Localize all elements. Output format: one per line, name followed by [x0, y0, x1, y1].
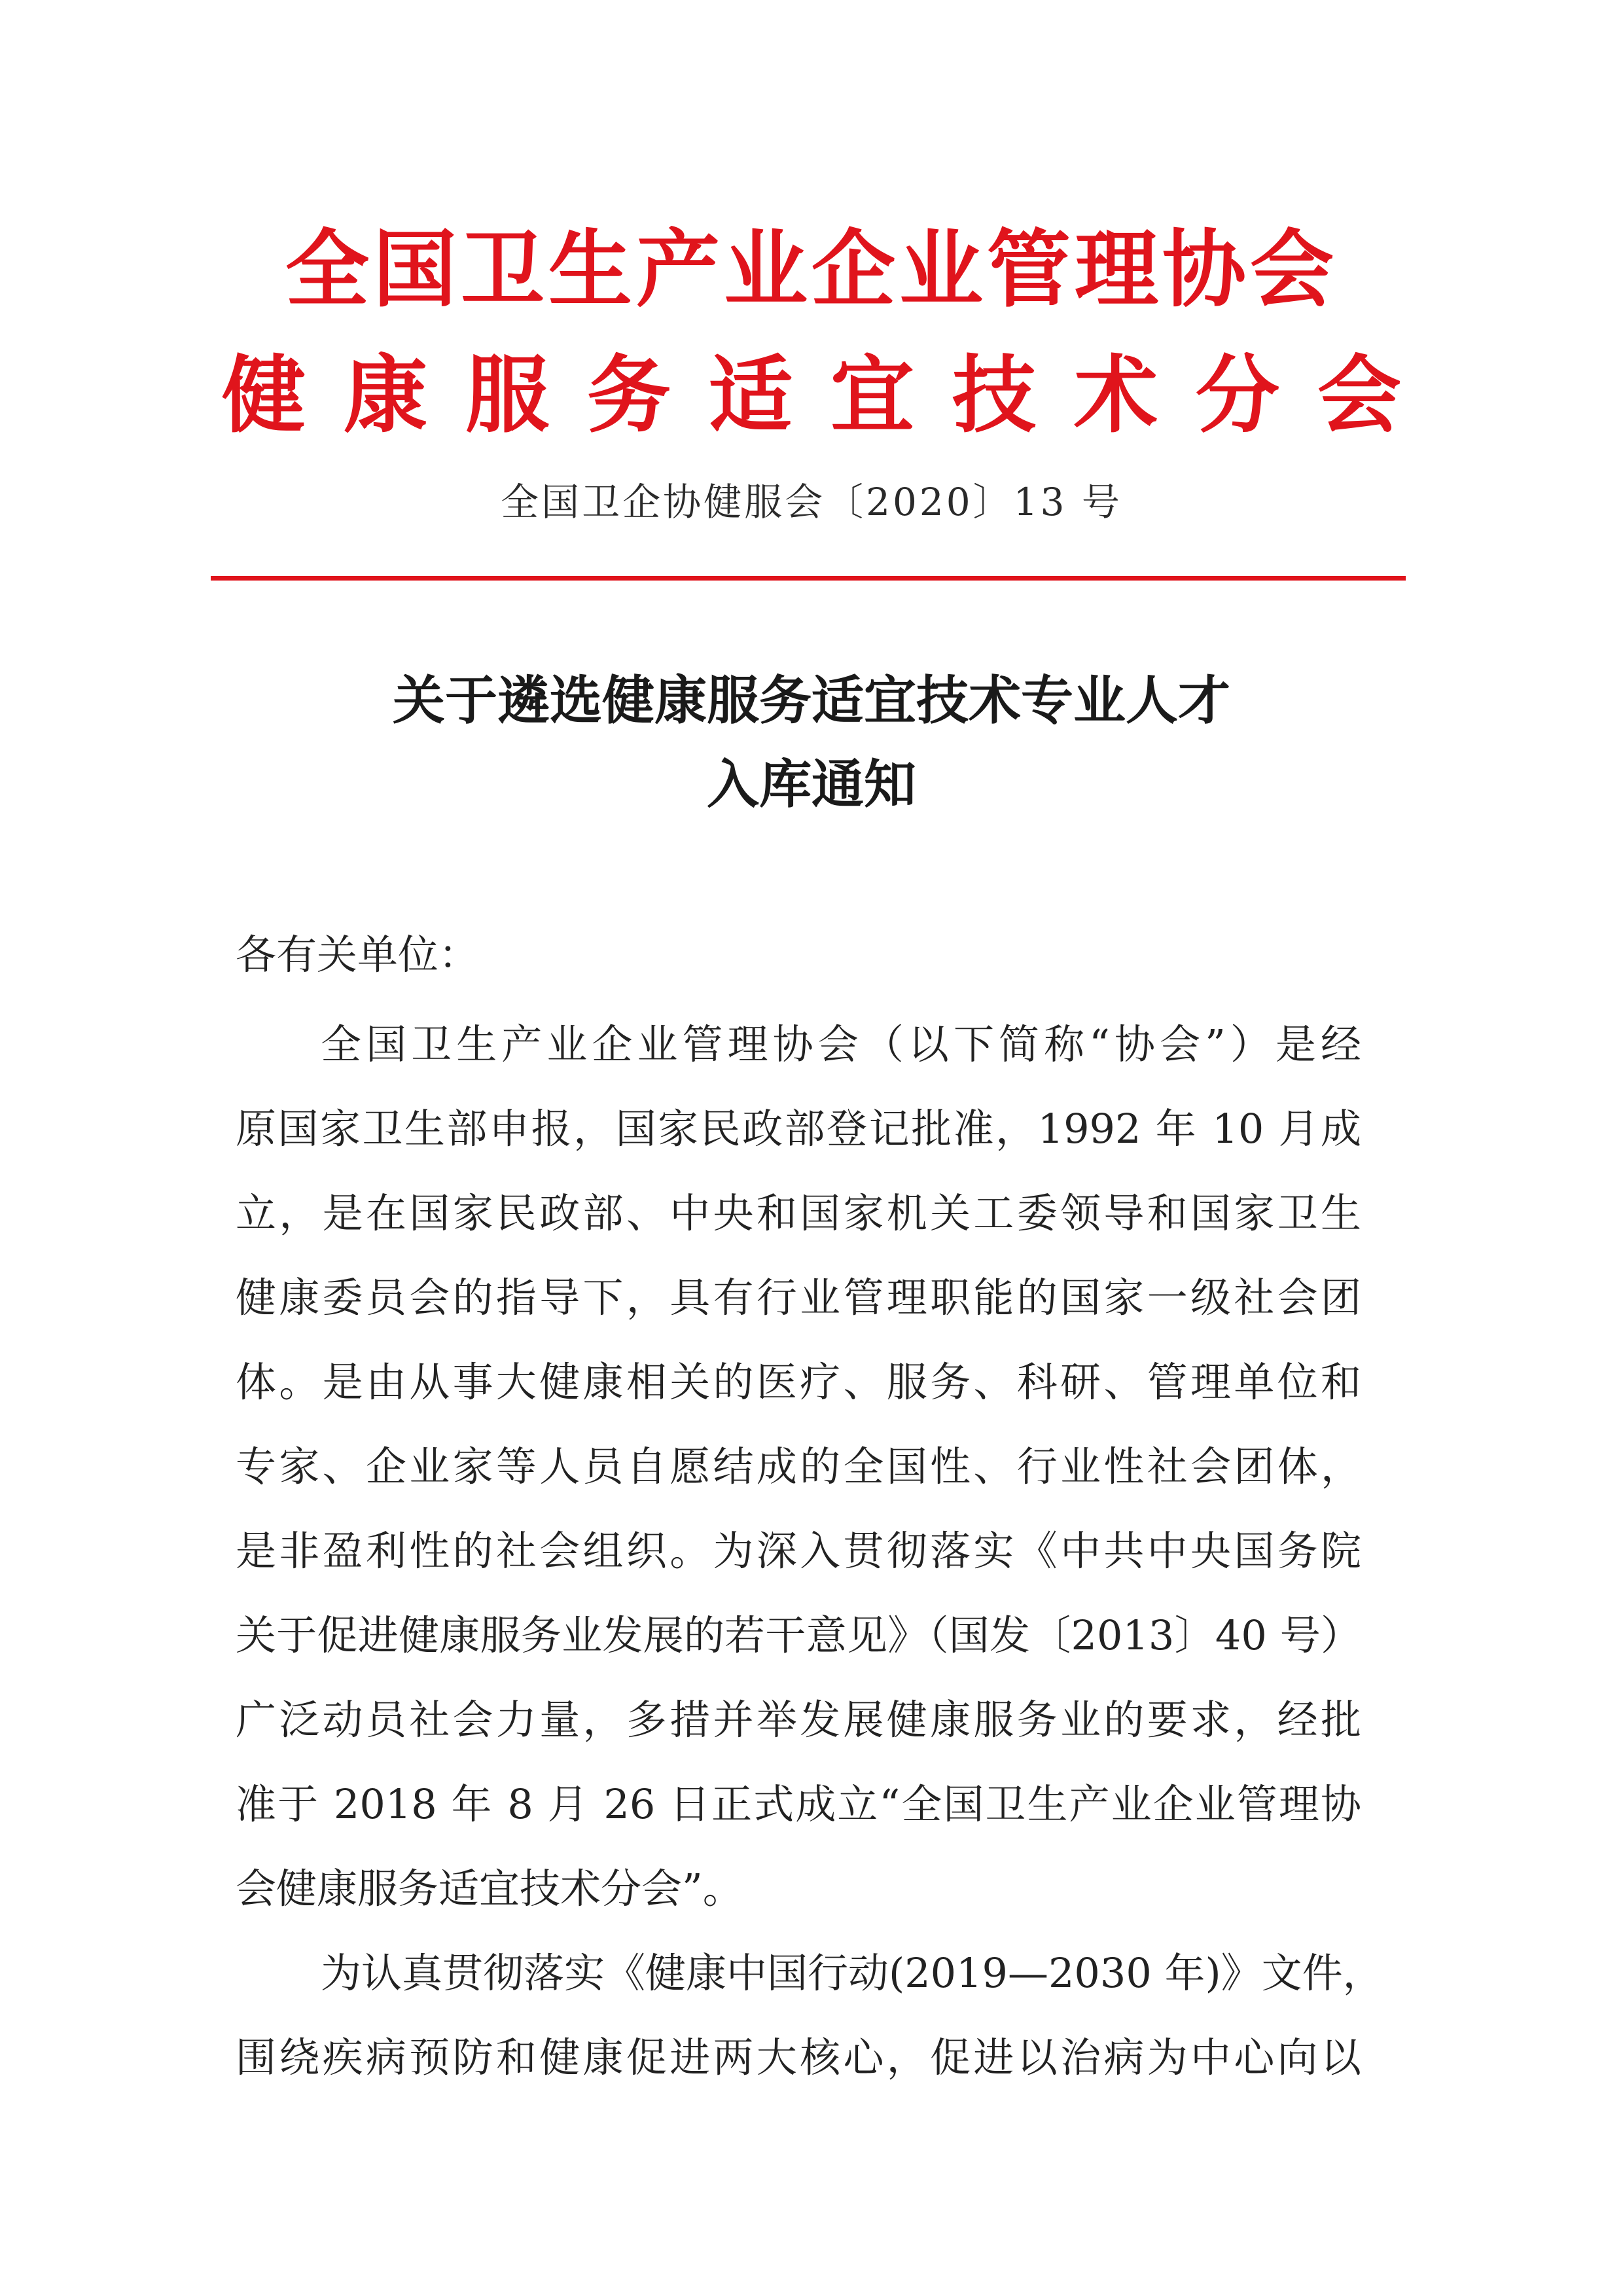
body-line: 会健康服务适宜技术分会”。 [236, 1865, 743, 1912]
body-line: 围绕疾病预防和健康促进两大核心，促进以治病为中心向以 [236, 2034, 1361, 2081]
org-name-line2: 健康服务适宜技术分会 [221, 346, 1439, 444]
body-line: 是非盈利性的社会组织。为深入贯彻落实《中共中央国务院 [236, 1527, 1361, 1575]
body-line: 立，是在国家民政部、中央和国家机关工委领导和国家卫生 [236, 1189, 1361, 1237]
body-line: 广泛动员社会力量，多措并举发展健康服务业的要求，经批 [236, 1696, 1361, 1744]
body-line: 健康委员会的指导下，具有行业管理职能的国家一级社会团 [236, 1274, 1361, 1321]
body-line: 为认真贯彻落实《健康中国行动(2019—2030 年)》文件， [321, 1949, 1383, 1997]
document-number: 全国卫企协健服会〔2020〕13 号 [501, 480, 1122, 524]
body-line: 关于促进健康服务业发展的若干意见》（国发〔2013〕40 号） [236, 1611, 1361, 1659]
salutation: 各有关单位： [236, 931, 480, 978]
body-line: 准于 2018 年 8 月 26 日正式成立“全国卫生产业企业管理协 [236, 1780, 1361, 1828]
body-line: 全国卫生产业企业管理协会（以下简称“协会”）是经 [321, 1020, 1361, 1068]
body-line: 专家、企业家等人员自愿结成的全国性、行业性社会团体， [236, 1443, 1361, 1490]
org-name-line1: 全国卫生产业企业管理协会 [285, 221, 1338, 319]
notice-title-line2: 入库通知 [707, 753, 916, 815]
red-divider [211, 576, 1406, 581]
body-line: 原国家卫生部申报，国家民政部登记批准，1992 年 10 月成 [236, 1105, 1361, 1153]
notice-title-line1: 关于遴选健康服务适宜技术专业人才 [393, 670, 1230, 731]
body-line: 体。是由从事大健康相关的医疗、服务、科研、管理单位和 [236, 1358, 1361, 1406]
